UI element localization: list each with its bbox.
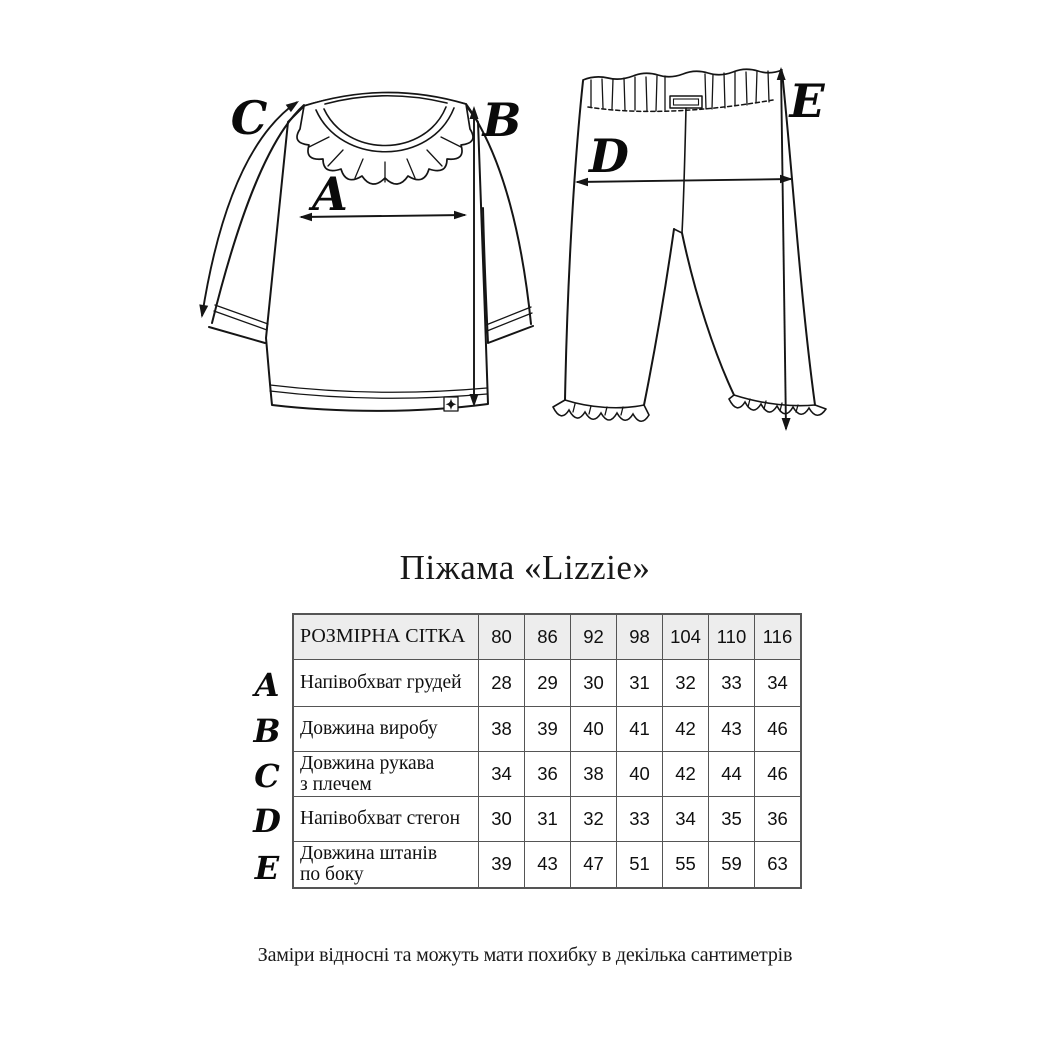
size-col-104: 104 xyxy=(663,614,709,659)
table-row-letter-e: E xyxy=(254,849,280,887)
table-row-letter-d: D xyxy=(253,802,281,840)
pajama-top-drawing xyxy=(185,80,555,445)
cell: 30 xyxy=(571,659,617,706)
waistband-label-tag xyxy=(670,96,702,108)
table-row-letter-b: B xyxy=(253,712,281,750)
size-col-80: 80 xyxy=(479,614,525,659)
top-right-cuff-stitches xyxy=(486,307,532,331)
size-table xyxy=(292,613,802,889)
cell: 34 xyxy=(663,796,709,841)
cell: 55 xyxy=(663,841,709,888)
cell: 32 xyxy=(571,796,617,841)
cell: 31 xyxy=(617,659,663,706)
cell: 39 xyxy=(479,841,525,888)
measurement-disclaimer: Заміри відносні та можуть мати похибку в декілька сантиметрів xyxy=(257,944,793,966)
label-a: A xyxy=(312,167,348,221)
size-grid-header: РОЗМІРНА СІТКА xyxy=(293,614,479,659)
pants-front-rise xyxy=(674,108,686,233)
size-col-86: 86 xyxy=(525,614,571,659)
cell: 47 xyxy=(571,841,617,888)
cell: 42 xyxy=(663,706,709,751)
size-table-header-row xyxy=(293,614,801,659)
row-a-label: Напівобхват грудей xyxy=(293,659,479,706)
cell: 34 xyxy=(755,659,802,706)
cell: 31 xyxy=(525,796,571,841)
cell: 59 xyxy=(709,841,755,888)
row-d-label: Напівобхват стегон xyxy=(293,796,479,841)
cell: 29 xyxy=(525,659,571,706)
pants-outline xyxy=(565,72,815,405)
cell: 40 xyxy=(571,706,617,751)
cell: 41 xyxy=(617,706,663,751)
table-row xyxy=(293,659,801,706)
cell: 33 xyxy=(617,796,663,841)
cell: 63 xyxy=(755,841,802,888)
size-col-110: 110 xyxy=(709,614,755,659)
row-b-label: Довжина виробу xyxy=(293,706,479,751)
cell: 38 xyxy=(479,706,525,751)
row-e-label: Довжина штанів по боку xyxy=(293,841,479,888)
cell: 46 xyxy=(755,706,802,751)
label-b: B xyxy=(482,93,522,147)
pants-left-ruffle-folds xyxy=(573,404,623,415)
cell: 43 xyxy=(709,706,755,751)
cell: 34 xyxy=(479,751,525,796)
cell: 51 xyxy=(617,841,663,888)
pants-left-ruffle xyxy=(553,400,649,421)
pants-inner-seams xyxy=(644,229,734,405)
table-row-letter-c: C xyxy=(254,757,280,795)
table-row xyxy=(293,796,801,841)
label-d: D xyxy=(589,129,629,183)
table-row-letter-a: A xyxy=(254,666,280,704)
size-col-98: 98 xyxy=(617,614,663,659)
table-row xyxy=(293,841,801,888)
cell: 33 xyxy=(709,659,755,706)
table-row xyxy=(293,751,801,796)
cell: 44 xyxy=(709,751,755,796)
measure-e-arrow xyxy=(781,69,786,429)
cell: 46 xyxy=(755,751,802,796)
label-c: C xyxy=(230,91,268,145)
top-left-cuff-stitches xyxy=(214,305,268,330)
cell: 36 xyxy=(525,751,571,796)
cell: 32 xyxy=(663,659,709,706)
size-col-92: 92 xyxy=(571,614,617,659)
cell: 43 xyxy=(525,841,571,888)
table-row xyxy=(293,706,801,751)
size-col-116: 116 xyxy=(755,614,802,659)
row-c-label: Довжина рукава з плечем xyxy=(293,751,479,796)
cell: 30 xyxy=(479,796,525,841)
cell: 35 xyxy=(709,796,755,841)
cell: 28 xyxy=(479,659,525,706)
cell: 42 xyxy=(663,751,709,796)
cell: 36 xyxy=(755,796,802,841)
cell: 38 xyxy=(571,751,617,796)
page-title: Піжама «Lizzie» xyxy=(399,548,651,587)
pajama-pants-drawing xyxy=(545,55,855,455)
cell: 40 xyxy=(617,751,663,796)
label-e: E xyxy=(789,74,825,128)
cell: 39 xyxy=(525,706,571,751)
